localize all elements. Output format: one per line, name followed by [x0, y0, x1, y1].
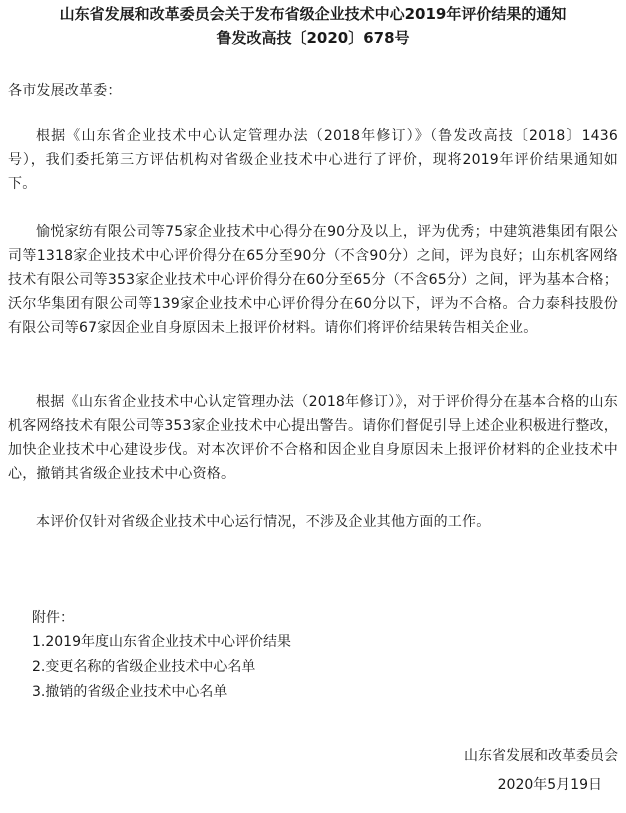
paragraph-results: 愉悦家纺有限公司等75家企业技术中心得分在90分及以上，评为优秀；中建筑港集团有限公司等1318家企业技术中心评价得分在65分至90分（不含90分）之间，评为良好；山东机客网络技术有限公司等353家企业技术中心评价得分在60分至65分（不含65分）之间，评为基本合格；沃尔华集团有限公司等139家企业技术中心评价得分在60分以下，评为不合格。合力泰科技股份有限公司等67家因企业自身原因未上报评价材料。请你们将评价结果转告相关企业。: [8, 224, 618, 336]
signature-date: 2020年5月19日: [497, 777, 602, 793]
document-number: 鲁发改高技〔2020〕678号: [216, 29, 410, 47]
attachments-label: 附件：: [32, 610, 74, 626]
paragraph-scope: 本评价仅针对省级企业技术中心运行情况，不涉及企业其他方面的工作。: [36, 514, 491, 530]
document-title: 山东省发展和改革委员会关于发布省级企业技术中心2019年评价结果的通知: [59, 5, 567, 23]
attachments-list: [32, 630, 291, 705]
attachment-item: 1.2019年度山东省企业技术中心评价结果: [32, 634, 291, 650]
attachment-item: 3.撤销的省级企业技术中心名单: [32, 684, 228, 700]
paragraph-warning: 根据《山东省企业技术中心认定管理办法（2018年修订）》，对于评价得分在基本合格的山东机客网络技术有限公司等353家企业技术中心提出警告。请你们督促引导上述企业积极进行整改，加快企业技术中心建设步伐。对本次评价不合格和因企业自身原因未上报评价材料的企业技术中心，撤销其省级企业技术中心资格。: [8, 394, 618, 482]
signature-organization: 山东省发展和改革委员会: [464, 748, 618, 764]
attachment-item: 2.变更名称的省级企业技术中心名单: [32, 659, 256, 675]
paragraph-intro: 根据《山东省企业技术中心认定管理办法（2018年修订）》（鲁发改高技〔2018〕1436号），我们委托第三方评估机构对省级企业技术中心进行了评价，现将2019年评价结果通知如下。: [8, 128, 618, 192]
salutation: 各市发展改革委：: [8, 83, 122, 99]
